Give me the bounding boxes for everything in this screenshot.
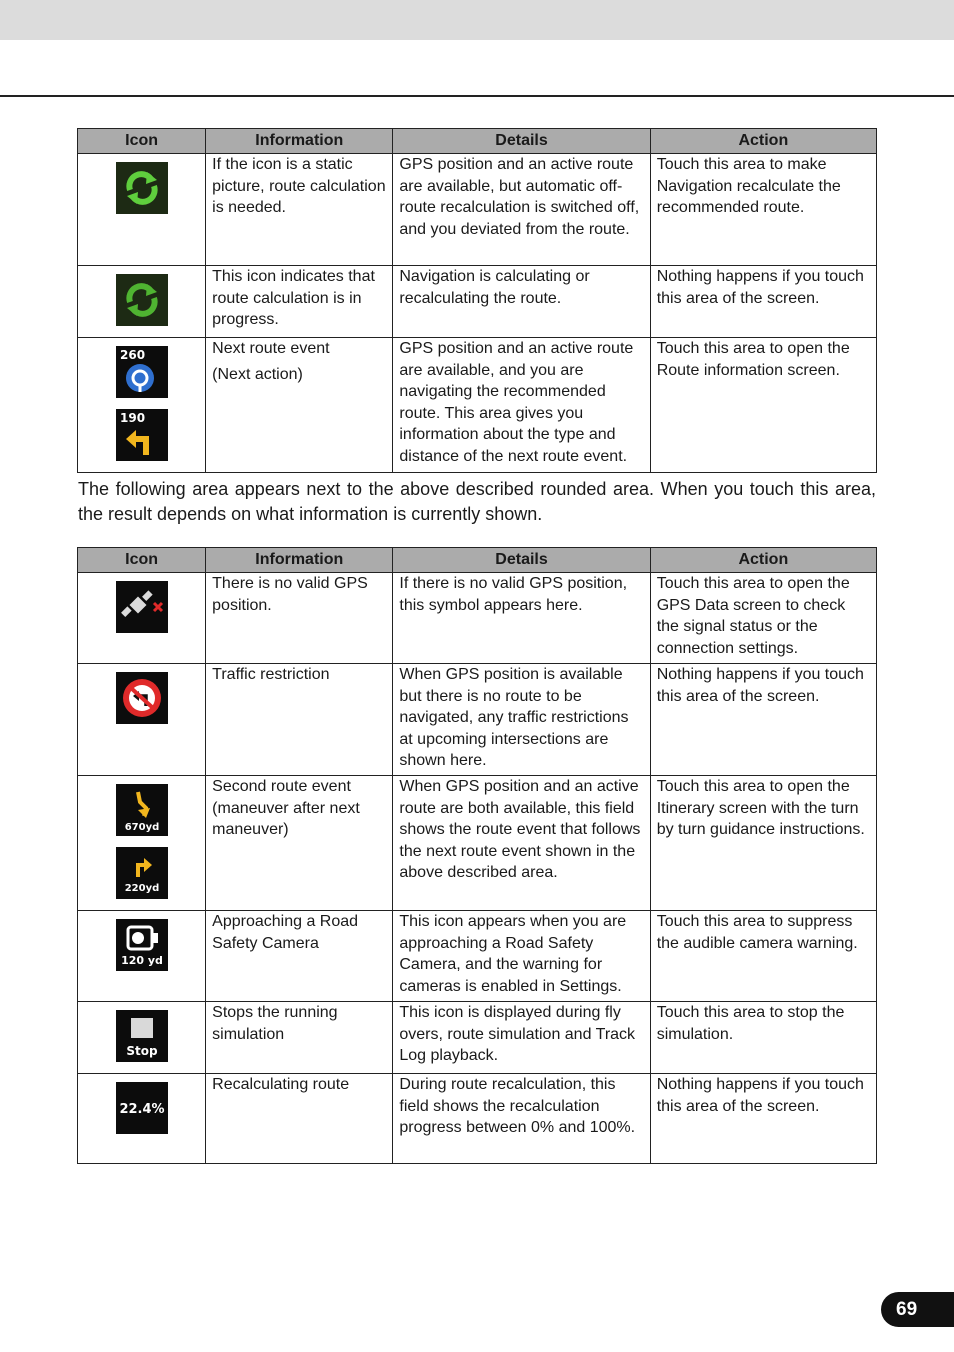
traffic-restriction-icon: [116, 672, 168, 724]
action-cell: Touch this area to open the Route information screen.: [650, 338, 876, 473]
road-safety-camera-icon: [116, 919, 168, 971]
icon-distance-label: 120 yd: [120, 954, 163, 967]
information-cell: Traffic restriction: [206, 664, 393, 776]
icon-cell: [78, 154, 206, 266]
details-cell: When GPS position is available but there is no route to be navigated, any traffic restrictions at upcoming intersections are shown here.: [393, 664, 650, 776]
details-cell: GPS position and an active route are available, and you are navigating the recommended route. This area gives you information about the type and distance of the next route event.: [393, 338, 650, 473]
icon-cell: [78, 1074, 206, 1164]
icon-table-1: [77, 128, 877, 473]
details-cell: GPS position and an active route are available, but automatic off-route recalculation is switched off, and you deviated from the route.: [393, 154, 650, 266]
icon-cell: [78, 573, 206, 664]
table-header-row: [78, 548, 877, 573]
page-number: 69: [881, 1292, 954, 1327]
details-cell: When GPS position and an active route are both available, this field shows the route event that follows the next route event shown in the above described area.: [393, 776, 650, 911]
action-cell: Touch this area to stop the simulation.: [650, 1002, 876, 1074]
action-cell: Touch this area to make Navigation recalculate the recommended route.: [650, 154, 876, 266]
details-cell: If there is no valid GPS position, this symbol appears here.: [393, 573, 650, 664]
table-row: [78, 664, 877, 776]
header-information: Information: [206, 548, 393, 573]
details-cell: During route recalculation, this field shows the recalculation progress between 0% and 100%.: [393, 1074, 650, 1164]
second-event-670-icon: [116, 784, 168, 836]
header-icon: Icon: [78, 129, 206, 154]
icon-cell: [78, 911, 206, 1002]
header-information: Information: [206, 129, 393, 154]
table-row: [78, 266, 877, 338]
icon-table-2: [77, 547, 877, 1164]
recalculate-static-icon: [116, 162, 168, 214]
stop-label: Stop: [125, 1044, 158, 1058]
action-cell: Nothing happens if you touch this area of the screen.: [650, 266, 876, 338]
information-line: Next route event: [212, 340, 330, 357]
table-row: [78, 154, 877, 266]
icon-distance-label: 260: [119, 348, 145, 362]
information-cell: Approaching a Road Safety Camera: [206, 911, 393, 1002]
action-cell: Touch this area to open the GPS Data screen to check the signal status or the connection settings.: [650, 573, 876, 664]
icon-distance-label: 670yd: [124, 822, 159, 833]
details-cell: This icon is displayed during fly overs, route simulation and Track Log playback.: [393, 1002, 650, 1074]
information-cell: [206, 338, 393, 473]
stop-simulation-icon: [116, 1010, 168, 1062]
action-cell: Nothing happens if you touch this area of the screen.: [650, 664, 876, 776]
no-gps-satellite-icon: [116, 581, 168, 633]
information-cell: Stops the running simulation: [206, 1002, 393, 1074]
top-header-band: [0, 0, 954, 40]
header-action: Action: [650, 548, 876, 573]
information-cell: This icon indicates that route calculation is in progress.: [206, 266, 393, 338]
details-cell: Navigation is calculating or recalculating the route.: [393, 266, 650, 338]
information-cell: If the icon is a static picture, route calculation is needed.: [206, 154, 393, 266]
table-row: [78, 911, 877, 1002]
header-action: Action: [650, 129, 876, 154]
icon-distance-label: 190: [119, 411, 145, 425]
details-cell: This icon appears when you are approaching a Road Safety Camera, and the warning for cameras is enabled in Settings.: [393, 911, 650, 1002]
recalculating-progress-icon: [116, 274, 168, 326]
header-details: Details: [393, 129, 650, 154]
table-row: [78, 338, 877, 473]
action-cell: Touch this area to suppress the audible camera warning.: [650, 911, 876, 1002]
header-rule: [0, 95, 954, 97]
icon-cell: [78, 776, 206, 911]
header-icon: Icon: [78, 548, 206, 573]
information-cell: There is no valid GPS position.: [206, 573, 393, 664]
icon-cell: [78, 1002, 206, 1074]
icon-distance-label: 220yd: [124, 883, 159, 894]
icon-cell: [78, 338, 206, 473]
table-header-row: [78, 129, 877, 154]
icon-cell: [78, 664, 206, 776]
table-row: [78, 776, 877, 911]
table-row: [78, 1002, 877, 1074]
table-row: [78, 573, 877, 664]
turn-left-190-icon: [116, 409, 168, 461]
action-cell: Touch this area to open the Itinerary screen with the turn by turn guidance instructions.: [650, 776, 876, 911]
recalculation-progress-icon: [116, 1082, 168, 1134]
information-cell: Recalculating route: [206, 1074, 393, 1164]
header-details: Details: [393, 548, 650, 573]
second-event-220-icon: [116, 847, 168, 899]
progress-percent-label: 22.4%: [119, 1102, 165, 1117]
roundabout-260-icon: [116, 346, 168, 398]
intro-paragraph: The following area appears next to the above described rounded area. When you touch this area, the result depends on what information is currently shown.: [78, 479, 876, 524]
information-line: (Next action): [212, 365, 303, 383]
icon-cell: [78, 266, 206, 338]
table-row: [78, 1074, 877, 1164]
information-cell: Second route event (maneuver after next maneuver): [206, 776, 393, 911]
action-cell: Nothing happens if you touch this area of the screen.: [650, 1074, 876, 1164]
